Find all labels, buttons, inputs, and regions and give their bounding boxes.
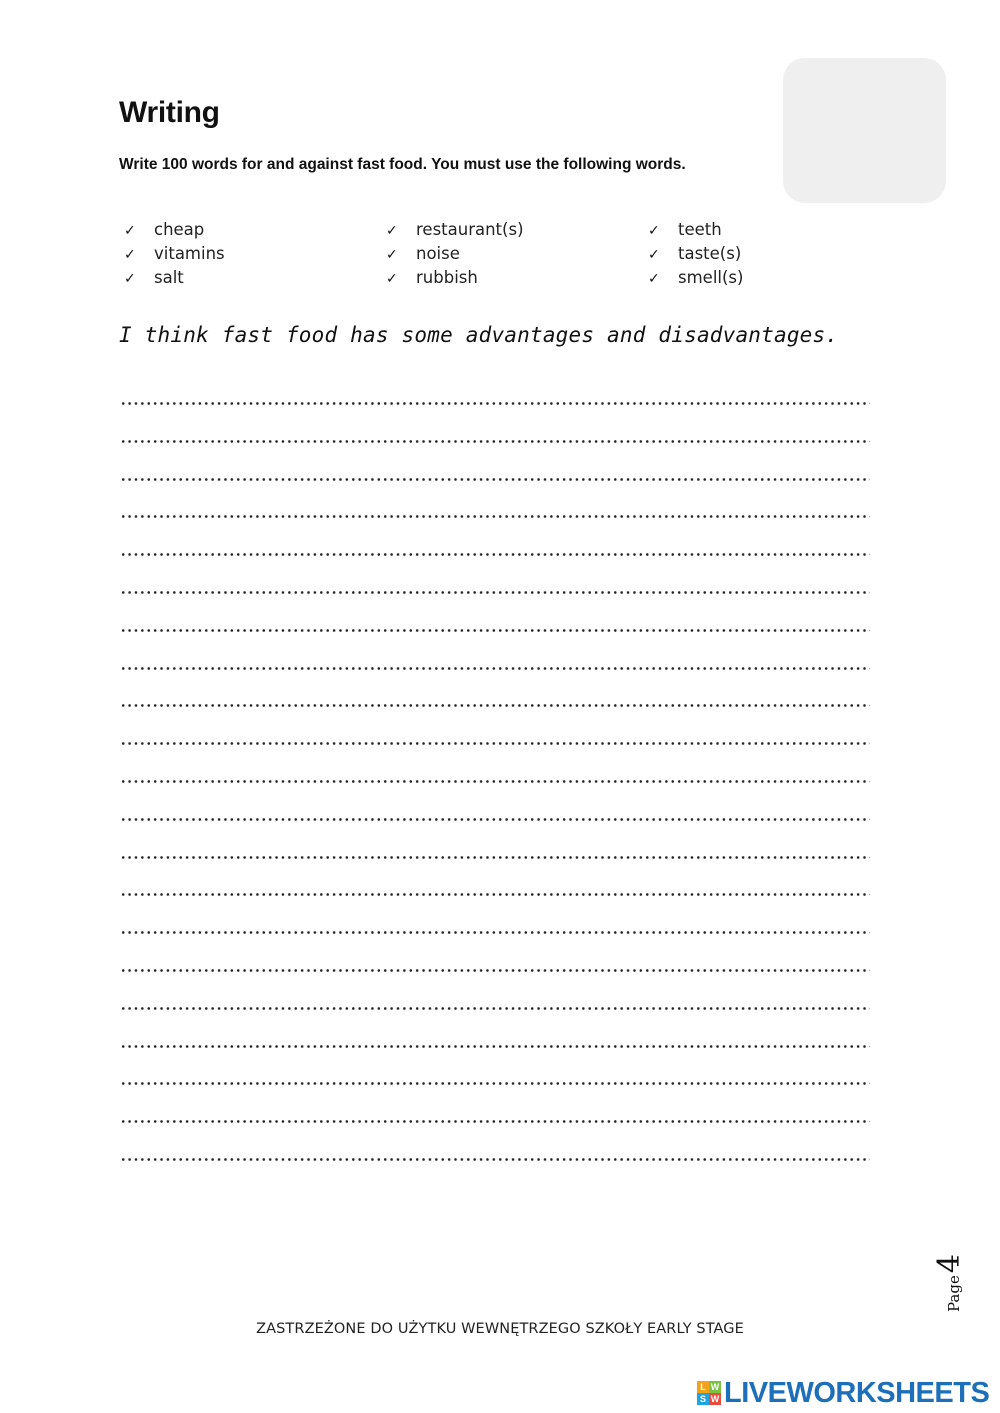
writing-line[interactable] — [120, 883, 870, 921]
logo-square: L — [697, 1381, 709, 1393]
check-icon: ✓ — [648, 247, 660, 263]
writing-line[interactable] — [120, 505, 870, 543]
check-icon: ✓ — [124, 223, 136, 239]
writing-line[interactable] — [120, 1035, 870, 1073]
word-column-2 — [386, 218, 524, 290]
word-item — [386, 242, 524, 266]
word-label: restaurant(s) — [416, 220, 524, 239]
page-number: 4 — [932, 1254, 967, 1274]
brand-watermark — [697, 1376, 989, 1410]
writing-line[interactable] — [120, 619, 870, 657]
writing-line[interactable] — [120, 1148, 870, 1186]
check-icon: ✓ — [648, 271, 660, 287]
writing-line[interactable] — [120, 430, 870, 468]
page-number-label — [932, 1254, 967, 1312]
liveworksheets-logo-icon — [697, 1381, 721, 1405]
word-label: taste(s) — [678, 244, 742, 263]
check-icon: ✓ — [386, 271, 398, 287]
word-label: noise — [416, 244, 460, 263]
writing-line[interactable] — [120, 732, 870, 770]
writing-line[interactable] — [120, 921, 870, 959]
logo-square: W — [710, 1394, 720, 1404]
word-label: teeth — [678, 220, 722, 239]
writing-line[interactable] — [120, 694, 870, 732]
word-label: rubbish — [416, 268, 478, 287]
check-icon: ✓ — [124, 271, 136, 287]
instruction-text: Write 100 words for and against fast food. You must use the following words. — [119, 156, 686, 173]
word-item — [124, 242, 225, 266]
word-item — [386, 218, 524, 242]
writing-line[interactable] — [120, 1072, 870, 1110]
word-column-3 — [648, 218, 743, 290]
word-item — [124, 266, 225, 290]
word-column-1 — [124, 218, 225, 290]
writing-line[interactable] — [120, 392, 870, 430]
logo-square: W — [710, 1382, 720, 1392]
writing-line[interactable] — [120, 468, 870, 506]
word-label: salt — [154, 268, 184, 287]
writing-line[interactable] — [120, 997, 870, 1035]
writing-line[interactable] — [120, 808, 870, 846]
check-icon: ✓ — [648, 223, 660, 239]
writing-line[interactable] — [120, 770, 870, 808]
footer-text: ZASTRZEŻONE DO UŻYTKU WEWNĘTRZEGO SZKOŁY EARLY STAGE — [256, 1321, 744, 1337]
writing-line[interactable] — [120, 959, 870, 997]
writing-area[interactable] — [120, 392, 870, 1186]
writing-line[interactable] — [120, 543, 870, 581]
brand-name: LIVEWORKSHEETS — [724, 1376, 990, 1409]
page-word: Page — [945, 1275, 963, 1312]
logo-square: S — [697, 1393, 709, 1405]
word-item — [124, 218, 225, 242]
word-label: vitamins — [154, 244, 225, 263]
corner-box — [783, 58, 946, 203]
word-label: cheap — [154, 220, 205, 239]
word-item — [648, 218, 743, 242]
check-icon: ✓ — [124, 247, 136, 263]
writing-line[interactable] — [120, 657, 870, 695]
word-item — [648, 266, 743, 290]
page-title: Writing — [119, 96, 220, 129]
starter-sentence: I think fast food has some advantages and disadvantages. — [119, 323, 839, 347]
word-item — [648, 242, 743, 266]
check-icon: ✓ — [386, 223, 398, 239]
check-icon: ✓ — [386, 247, 398, 263]
writing-line[interactable] — [120, 1110, 870, 1148]
writing-line[interactable] — [120, 581, 870, 619]
word-item — [386, 266, 524, 290]
word-label: smell(s) — [678, 268, 744, 287]
writing-line[interactable] — [120, 846, 870, 884]
